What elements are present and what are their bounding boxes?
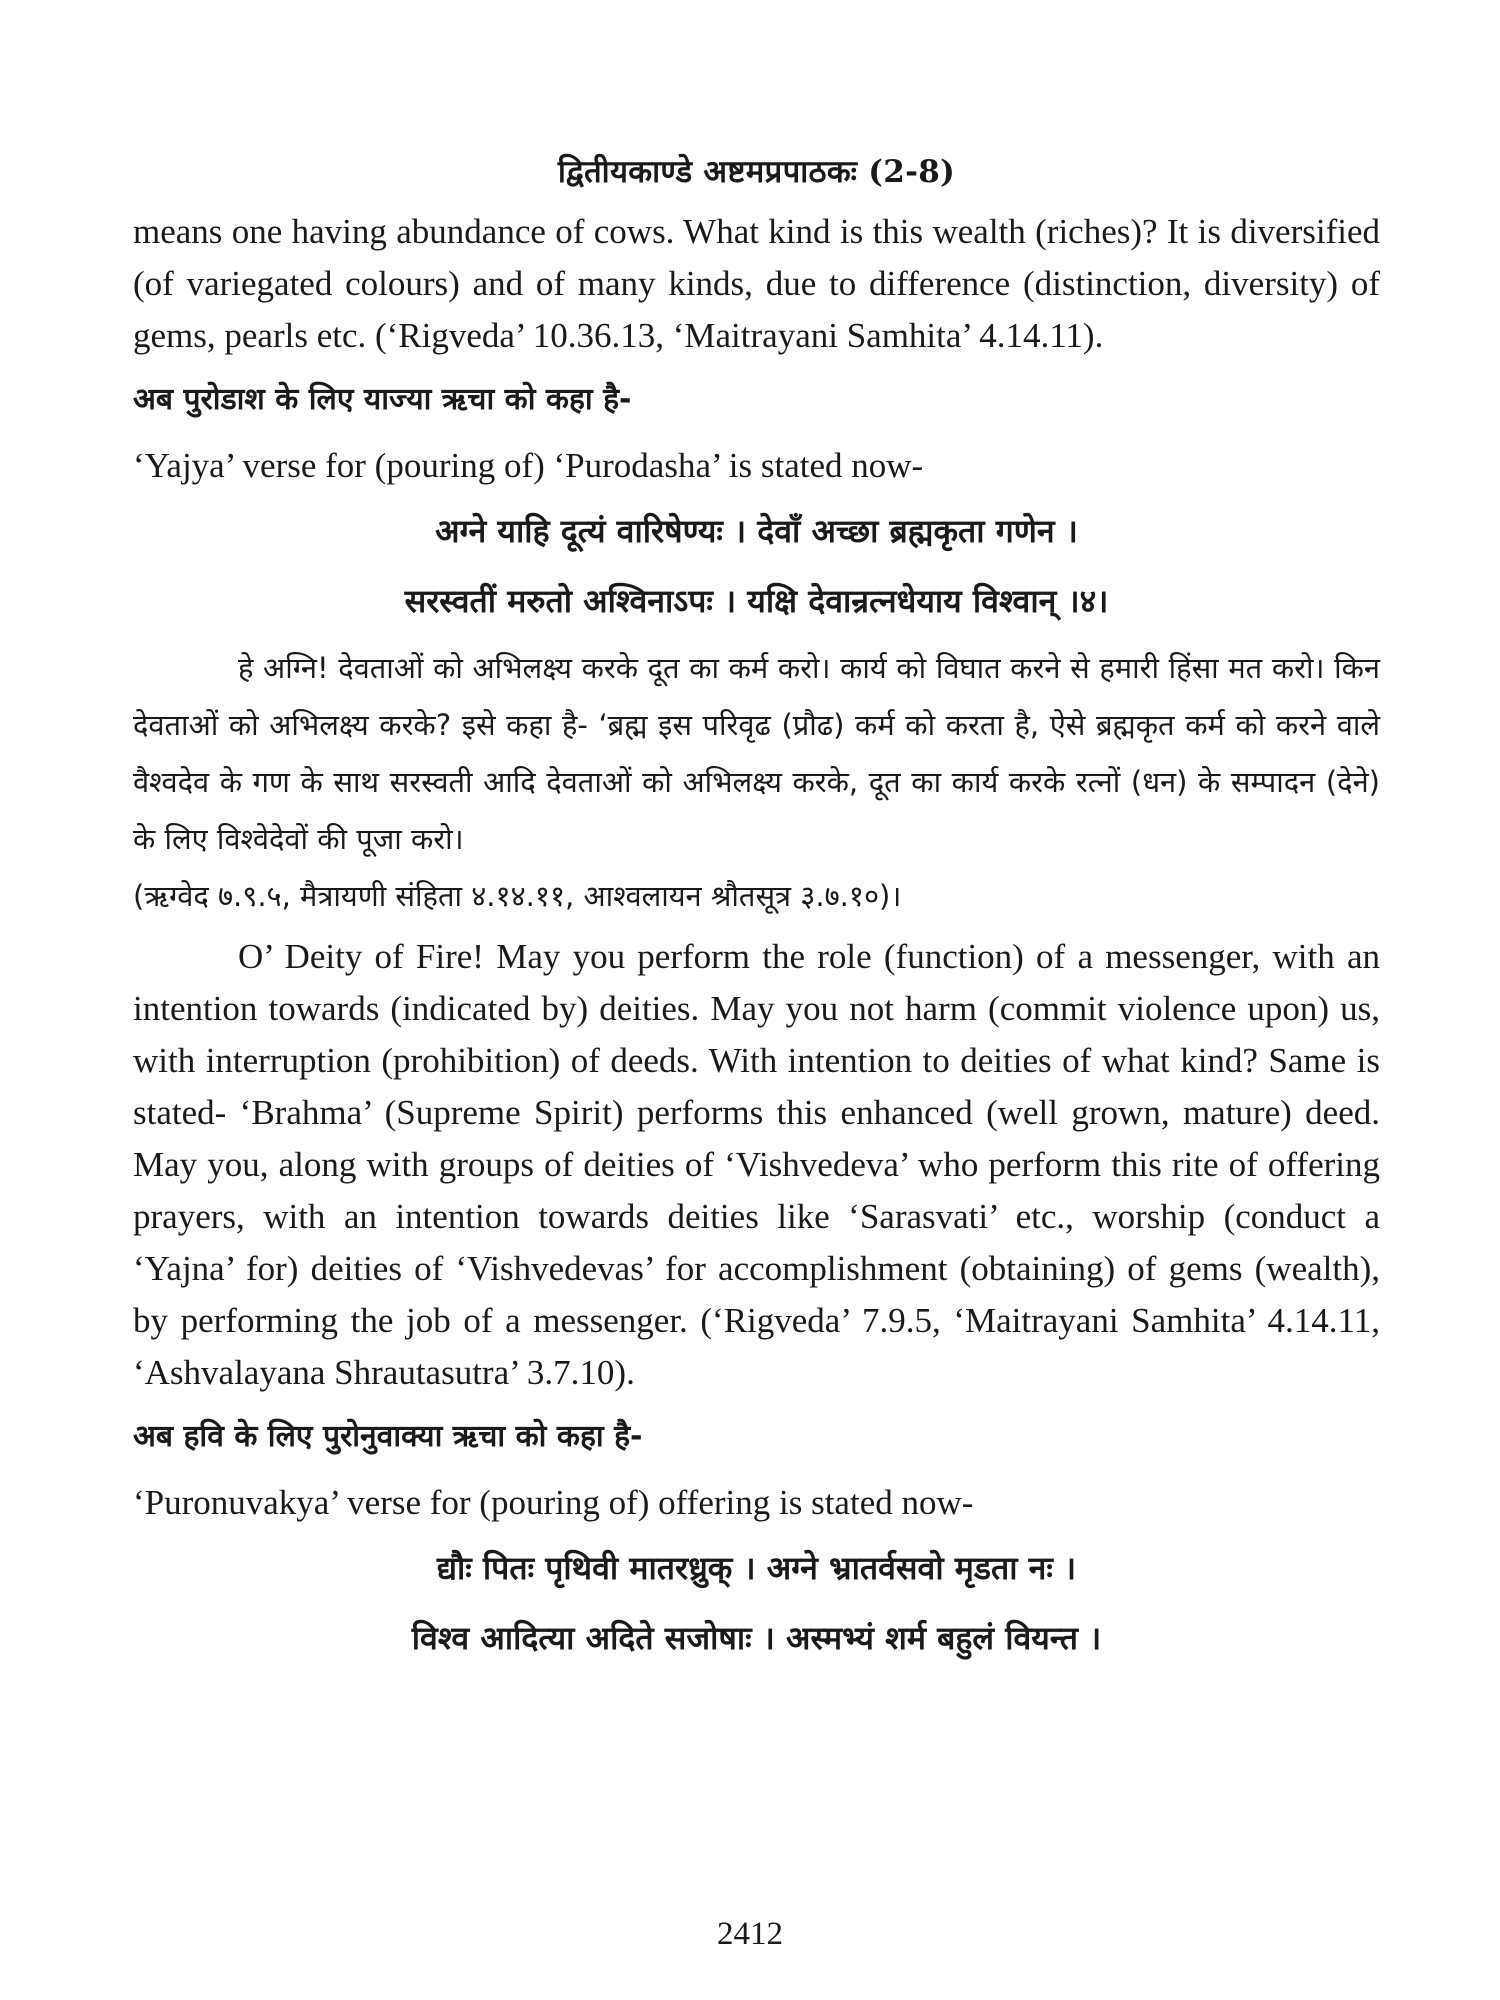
verse-4-line-1: अग्ने याहि दूत्यं वारिषेण्यः । देवाँ अच्छा ब्रह्मकृता गणेन । [435, 512, 1078, 550]
hindi-commentary-text: हे अग्नि! देवताओं को अभिलक्ष्य करके दूत का कर्म करो। कार्य को विघात करने से हमारी हिंसा मत करो। किन देवताओं को अभिलक्ष्य करके? इसे कहा है- ‘ब्रह्म इस परिवृढ (प्रौढ) कर्म को करता है, ऐसे ब्रह्मकृत कर्म को करने वाले वैश्वदेव के गण के साथ सरस्वती आदि देवताओं को अभिलक्ष्य करके, दूत का कार्य करके रत्नों (धन) के सम्पादन (देने) के लिए विश्वेदेवों की पूजा करो। [133, 651, 1380, 856]
english-intro-yajya: ‘Yajya’ verse for (pouring of) ‘Purodasha’ is stated now- [133, 446, 924, 485]
running-head: द्वितीयकाण्डे अष्टमप्रपाठकः (2-8) [557, 154, 956, 190]
hindi-intro-yajya: अब पुरोडाश के लिए याज्या ऋचा को कहा है- [133, 382, 632, 417]
hindi-citation: (ऋग्वेद ७.९.५, मैत्रायणी संहिता ४.१४.११, आश्वलायन श्रौतसूत्र ३.७.१०)। [133, 879, 902, 913]
verse-5-line-2: विश्व आदित्या अदिते सजोषाः । अस्मभ्यं शर्म बहुलं वियन्त । [411, 1619, 1102, 1657]
page-body [133, 150, 1380, 1677]
hindi-intro-puronuvakya: अब हवि के लिए पुरोनुवाक्या ऋचा को कहा है- [133, 1419, 643, 1454]
english-commentary: O’ Deity of Fire! May you perform the role (function) of a messenger, with an intention towards (indicated by) deities. May you not harm (commit violence upon) us, with interruption (prohibition) of deeds. With intention to deities of what kind? Same is stated- ‘Brahma’ (Supreme Spirit) performs this enhanced (well grown, mature) deed. May you, along with groups of deities of ‘Vishvedeva’ who perform this rite of offering prayers, with an intention towards deities like ‘Sarasvati’ etc., worship (conduct a ‘Yajna’ for) deities of ‘Vishvedevas’ for accomplishment (obtaining) of gems (wealth), by performing the job of a messenger. (‘Rigveda’ 7.9.5, ‘Maitrayani Samhita’ 4.14.11, ‘Ashvalayana Shrautasutra’ 3.7.10). [133, 937, 1380, 1392]
verse-4-line-2: सरस्वतीं मरुतो अश्विनाऽपः । यक्षि देवान्रत्नधेयाय विश्वान् ।४। [404, 582, 1109, 620]
english-intro-puronuvakya: ‘Puronuvakya’ verse for (pouring of) offering is stated now- [133, 1483, 974, 1522]
hindi-commentary [133, 640, 1380, 925]
paragraph-cows-wealth: means one having abundance of cows. What kind is this wealth (riches)? It is diversified (of variegated colours) and of many kinds, due to difference (distinction, diversity) of gems, pearls etc. (‘Rigveda’ 10.36.13, ‘Maitrayani Samhita’ 4.14.11). [133, 212, 1380, 355]
page-number: 2412 [717, 1916, 783, 1952]
verse-5-line-1: द्यौः पितः पृथिवी मातरध्रुक् । अग्ने भ्रातर्वसवो मृडता नः । [436, 1549, 1077, 1587]
